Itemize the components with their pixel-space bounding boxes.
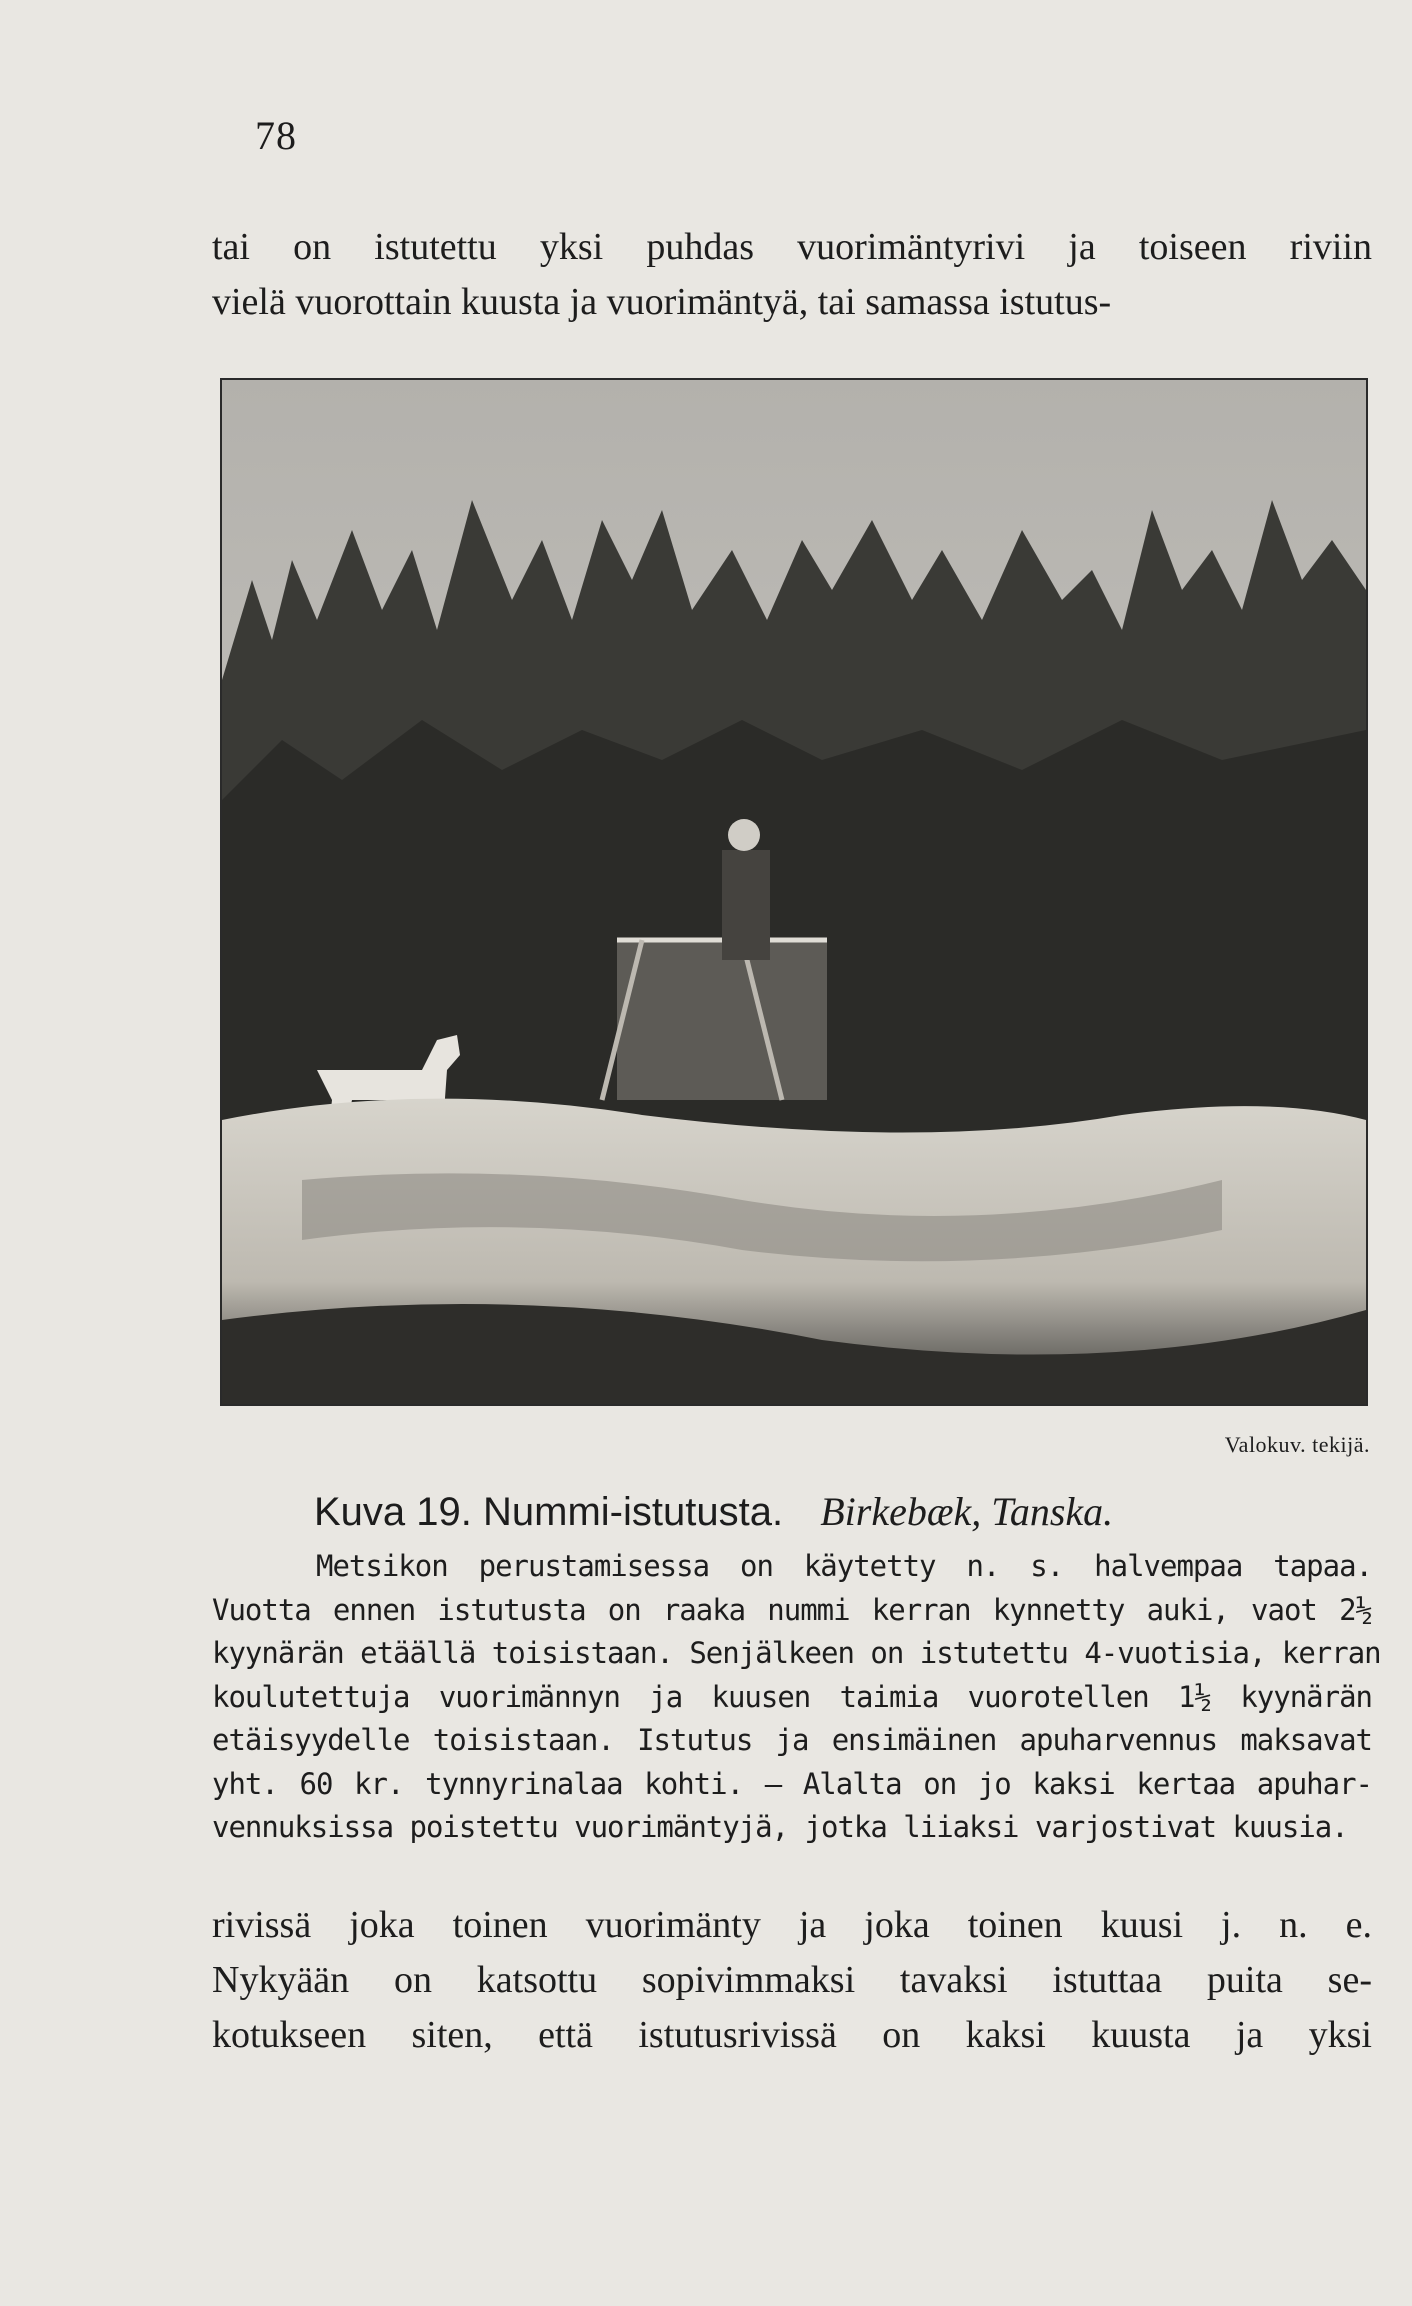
body-paragraph-top <box>212 220 1372 330</box>
caption-line: Vuotta ennen istutusta on raaka nummi kerran kynnetty auki, vaot 2½ <box>212 1592 1372 1627</box>
photo-credit: Valokuv. tekijä. <box>1224 1432 1370 1457</box>
figure-label: Kuva 19. <box>314 1490 472 1534</box>
text-line: rivissä joka toinen vuorimänty ja joka toinen kuusi j. n. e. <box>212 1904 1372 1946</box>
text-line: kotukseen siten, että istutusrivissä on kaksi kuusta ja yksi <box>212 2014 1372 2056</box>
caption-line: vennuksissa poistettu vuorimäntyjä, jotka liiaksi varjostivat kuusia. <box>212 1810 1348 1844</box>
caption-line: Metsikon perustamisessa on käytetty n. s. halvempaa tapaa. <box>316 1549 1372 1583</box>
figure-photo <box>220 378 1368 1406</box>
page-number: 78 <box>255 113 297 158</box>
figure-caption-title <box>314 1488 1113 1535</box>
text-line: vielä vuorottain kuusta ja vuorimäntyä, tai samassa istutus- <box>212 281 1112 323</box>
figure-title: Nummi-istutusta. <box>483 1490 784 1534</box>
caption-line: etäisyydelle toisistaan. Istutus ja ensimäinen apuharvennus maksavat <box>212 1723 1372 1757</box>
text-line: tai on istutettu yksi puhdas vuorimäntyrivi ja toiseen riviin <box>212 226 1372 268</box>
caption-line: kyynärän etäällä toisistaan. Senjälkeen on istutettu 4-vuotisia, kerran <box>212 1636 1381 1670</box>
body-paragraph-bottom <box>212 1898 1372 2063</box>
caption-line: koulutettuja vuorimännyn ja kuusen taimia vuorotellen 1½ kyynärän <box>212 1679 1372 1714</box>
figure-place: Birkebæk, Tanska. <box>820 1489 1114 1534</box>
caption-line: yht. 60 kr. tynnyrinalaa kohti. — Alalta on jo kaksi kertaa apuhar- <box>212 1766 1372 1801</box>
figure-description <box>212 1545 1381 1850</box>
text-line: Nykyään on katsottu sopivimmaksi tavaksi istuttaa puita se- <box>212 1959 1372 2001</box>
